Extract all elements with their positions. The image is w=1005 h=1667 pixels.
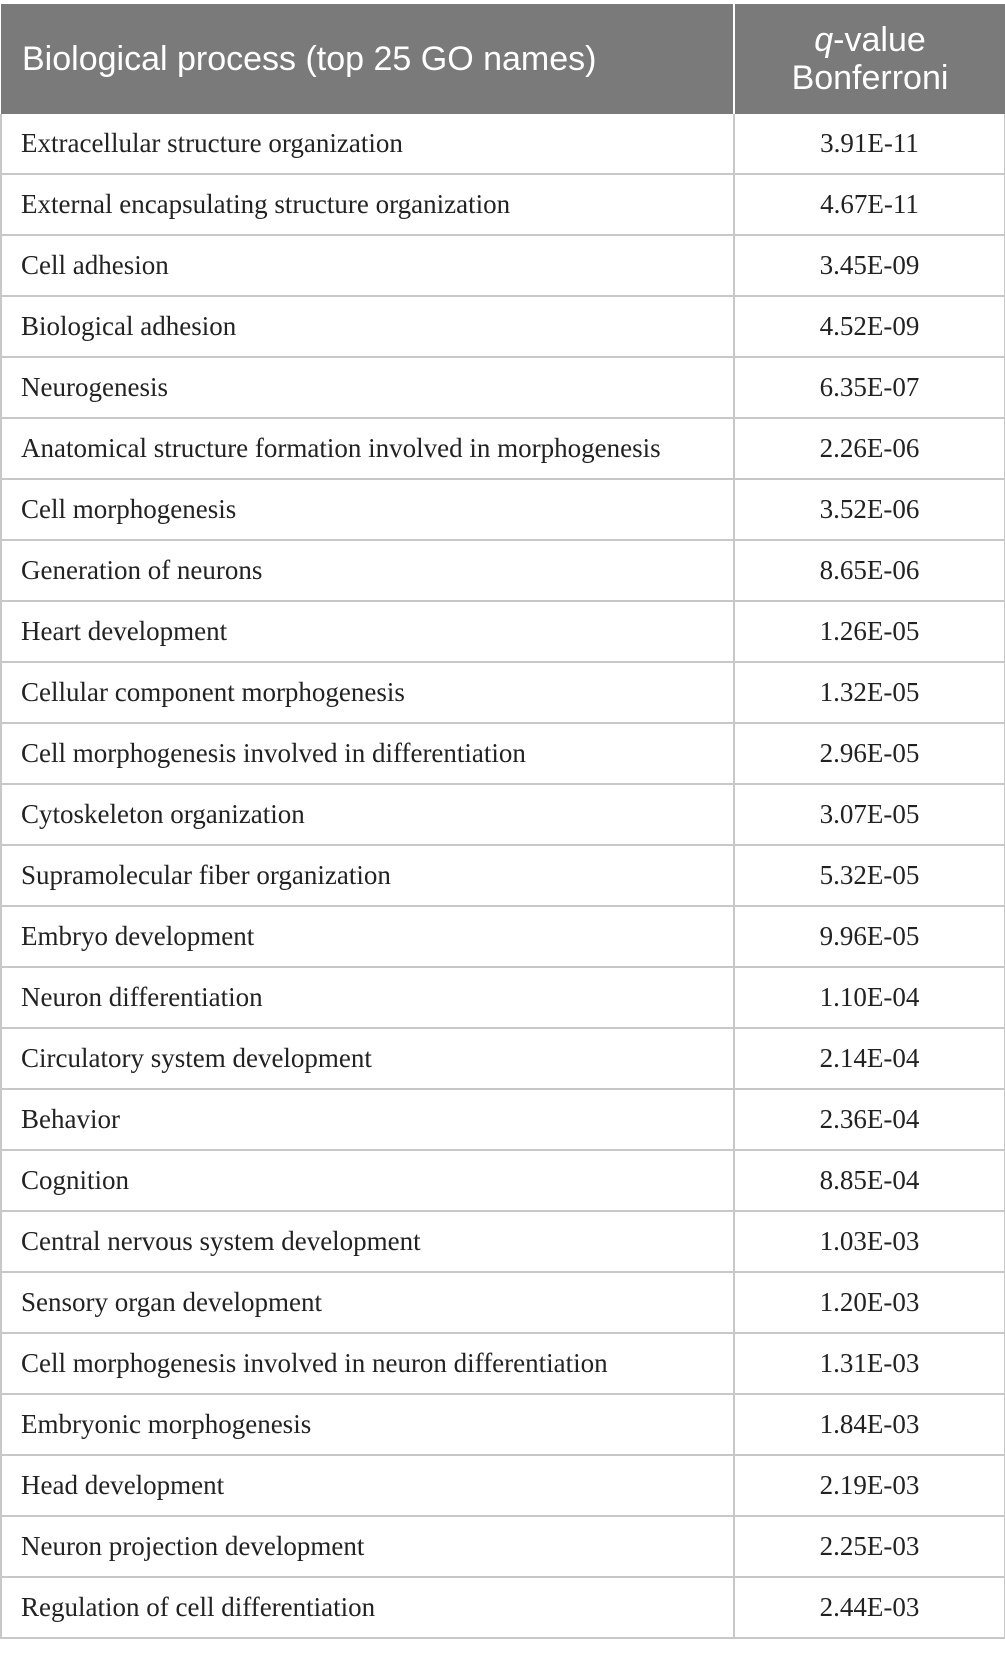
process-name-cell: Regulation of cell differentiation bbox=[1, 1577, 734, 1638]
table-row bbox=[1, 1089, 1005, 1150]
process-name-cell: Neurogenesis bbox=[1, 357, 734, 418]
table-row bbox=[1, 418, 1005, 479]
table-row bbox=[1, 296, 1005, 357]
table-row bbox=[1, 114, 1005, 174]
process-name-cell: Cell morphogenesis involved in differentiation bbox=[1, 723, 734, 784]
q-value-cell: 1.26E-05 bbox=[734, 601, 1005, 662]
table-row bbox=[1, 1150, 1005, 1211]
q-value-cell: 6.35E-07 bbox=[734, 357, 1005, 418]
q-value-cell: 2.19E-03 bbox=[734, 1455, 1005, 1516]
process-name-cell: Central nervous system development bbox=[1, 1211, 734, 1272]
table-row bbox=[1, 540, 1005, 601]
q-value-cell: 1.10E-04 bbox=[734, 967, 1005, 1028]
table-row bbox=[1, 967, 1005, 1028]
table-row bbox=[1, 845, 1005, 906]
q-value-cell: 3.52E-06 bbox=[734, 479, 1005, 540]
table-row bbox=[1, 1272, 1005, 1333]
q-value-cell: 2.26E-06 bbox=[734, 418, 1005, 479]
process-name-cell: Biological adhesion bbox=[1, 296, 734, 357]
table-row bbox=[1, 1211, 1005, 1272]
q-value-cell: 1.20E-03 bbox=[734, 1272, 1005, 1333]
header-bonferroni: Bonferroni bbox=[791, 59, 949, 97]
table-row bbox=[1, 235, 1005, 296]
q-value-cell: 8.85E-04 bbox=[734, 1150, 1005, 1211]
table-row bbox=[1, 357, 1005, 418]
table-row bbox=[1, 1394, 1005, 1455]
header-q-letter: q bbox=[814, 21, 834, 59]
q-value-cell: 2.14E-04 bbox=[734, 1028, 1005, 1089]
process-name-cell: Neuron projection development bbox=[1, 1516, 734, 1577]
table-row bbox=[1, 1455, 1005, 1516]
table-row bbox=[1, 1577, 1005, 1638]
process-name-cell: Cytoskeleton organization bbox=[1, 784, 734, 845]
process-name-cell: Generation of neurons bbox=[1, 540, 734, 601]
table-row bbox=[1, 784, 1005, 845]
q-value-cell: 3.07E-05 bbox=[734, 784, 1005, 845]
process-name-cell: Head development bbox=[1, 1455, 734, 1516]
table-row bbox=[1, 662, 1005, 723]
process-name-cell: Behavior bbox=[1, 1089, 734, 1150]
q-value-cell: 8.65E-06 bbox=[734, 540, 1005, 601]
header-q-value bbox=[734, 4, 1005, 114]
header-biological-process: Biological process (top 25 GO names) bbox=[1, 4, 734, 114]
process-name-cell: Supramolecular fiber organization bbox=[1, 845, 734, 906]
table-row bbox=[1, 1333, 1005, 1394]
process-name-cell: Cell morphogenesis bbox=[1, 479, 734, 540]
table-body bbox=[1, 114, 1005, 1638]
q-value-cell: 3.45E-09 bbox=[734, 235, 1005, 296]
q-value-cell: 2.25E-03 bbox=[734, 1516, 1005, 1577]
q-value-cell: 1.31E-03 bbox=[734, 1333, 1005, 1394]
q-value-cell: 2.44E-03 bbox=[734, 1577, 1005, 1638]
q-value-cell: 1.84E-03 bbox=[734, 1394, 1005, 1455]
q-value-cell: 4.52E-09 bbox=[734, 296, 1005, 357]
header-q-suffix: -value bbox=[833, 21, 926, 59]
table-row bbox=[1, 906, 1005, 967]
table-row bbox=[1, 479, 1005, 540]
process-name-cell: Cognition bbox=[1, 1150, 734, 1211]
process-name-cell: Neuron differentiation bbox=[1, 967, 734, 1028]
q-value-cell: 1.03E-03 bbox=[734, 1211, 1005, 1272]
table-row bbox=[1, 1516, 1005, 1577]
process-name-cell: Cellular component morphogenesis bbox=[1, 662, 734, 723]
q-value-cell: 5.32E-05 bbox=[734, 845, 1005, 906]
table-row bbox=[1, 601, 1005, 662]
q-value-cell: 2.36E-04 bbox=[734, 1089, 1005, 1150]
table-header bbox=[1, 4, 1005, 114]
process-name-cell: Circulatory system development bbox=[1, 1028, 734, 1089]
process-name-cell: Embryonic morphogenesis bbox=[1, 1394, 734, 1455]
process-name-cell: Sensory organ development bbox=[1, 1272, 734, 1333]
go-process-table bbox=[0, 4, 1005, 1639]
header-row bbox=[1, 4, 1005, 114]
process-name-cell: Cell morphogenesis involved in neuron differentiation bbox=[1, 1333, 734, 1394]
table-row bbox=[1, 1028, 1005, 1089]
q-value-cell: 1.32E-05 bbox=[734, 662, 1005, 723]
process-name-cell: Heart development bbox=[1, 601, 734, 662]
q-value-cell: 2.96E-05 bbox=[734, 723, 1005, 784]
process-name-cell: Anatomical structure formation involved in morphogenesis bbox=[1, 418, 734, 479]
table-row bbox=[1, 723, 1005, 784]
process-name-cell: Embryo development bbox=[1, 906, 734, 967]
q-value-cell: 4.67E-11 bbox=[734, 174, 1005, 235]
process-name-cell: Extracellular structure organization bbox=[1, 114, 734, 174]
q-value-cell: 9.96E-05 bbox=[734, 906, 1005, 967]
process-name-cell: Cell adhesion bbox=[1, 235, 734, 296]
table-row bbox=[1, 174, 1005, 235]
q-value-cell: 3.91E-11 bbox=[734, 114, 1005, 174]
process-name-cell: External encapsulating structure organization bbox=[1, 174, 734, 235]
